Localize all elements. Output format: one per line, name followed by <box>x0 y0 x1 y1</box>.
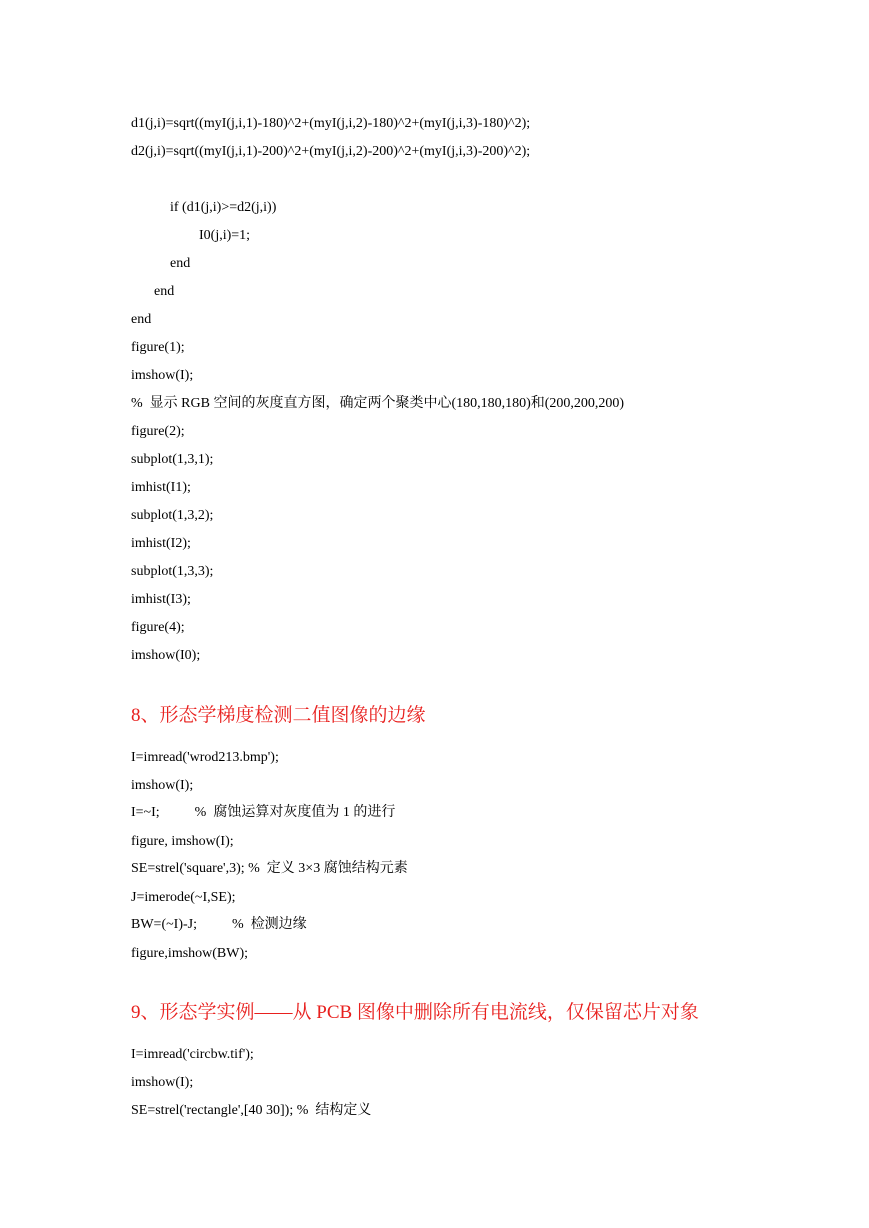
code-line-imhist3: imhist(I3); <box>131 592 191 607</box>
code-line-subplot1: subplot(1,3,1); <box>131 452 214 467</box>
code-line-subplot2: subplot(1,3,2); <box>131 508 214 523</box>
code-line-subplot3: subplot(1,3,3); <box>131 564 214 579</box>
code-line-invert: I=~I; % 腐蚀运算对灰度值为 1 的进行 <box>131 805 396 820</box>
code-line-imerode: J=imerode(~I,SE); <box>131 890 236 905</box>
code-line-figure4: figure(4); <box>131 620 185 635</box>
code-line-figure-imshow: figure, imshow(I); <box>131 834 234 849</box>
code-line-end-if: end <box>170 256 191 271</box>
code-line-imshow-i0: imshow(I0); <box>131 648 201 663</box>
code-line-d2: d2(j,i)=sqrt((myI(j,i,1)-200)^2+(myI(j,i,2)-200)^2+(myI(j,i,3)-200)^2); <box>131 144 531 159</box>
code-line-end-inner: end <box>154 284 175 299</box>
code-line-figure1: figure(1); <box>131 340 185 355</box>
code-line-imshow-i-2: imshow(I); <box>131 778 194 793</box>
code-line-imread-circbw: I=imread('circbw.tif'); <box>131 1047 254 1062</box>
code-line-figure-bw: figure,imshow(BW); <box>131 946 249 961</box>
code-line-strel-rect: SE=strel('rectangle',[40 30]); % 结构定义 <box>131 1103 372 1118</box>
code-line-d1: d1(j,i)=sqrt((myI(j,i,1)-180)^2+(myI(j,i,2)-180)^2+(myI(j,i,3)-180)^2); <box>131 116 531 131</box>
code-line-imshow-i-3: imshow(I); <box>131 1075 194 1090</box>
code-line-end-outer: end <box>131 312 152 327</box>
code-line-bw: BW=(~I)-J; % 检测边缘 <box>131 917 307 932</box>
code-line-imread-wrod: I=imread('wrod213.bmp'); <box>131 750 279 765</box>
code-line-imshow-i: imshow(I); <box>131 368 194 383</box>
section-heading-9: 9、形态学实例——从 PCB 图像中删除所有电流线，仅保留芯片对象 <box>131 1002 699 1023</box>
code-line-strel-square: SE=strel('square',3); % 定义 3×3 腐蚀结构元素 <box>131 861 408 876</box>
section-heading-8: 8、形态学梯度检测二值图像的边缘 <box>131 705 426 726</box>
code-line-if: if (d1(j,i)>=d2(j,i)) <box>170 200 277 215</box>
code-line-figure2: figure(2); <box>131 424 185 439</box>
code-line-assign: I0(j,i)=1; <box>199 228 251 243</box>
code-comment-rgb: % 显示 RGB 空间的灰度直方图，确定两个聚类中心(180,180,180)和(200,200,200) <box>131 396 625 411</box>
code-line-imhist2: imhist(I2); <box>131 536 191 551</box>
code-line-imhist1: imhist(I1); <box>131 480 191 495</box>
